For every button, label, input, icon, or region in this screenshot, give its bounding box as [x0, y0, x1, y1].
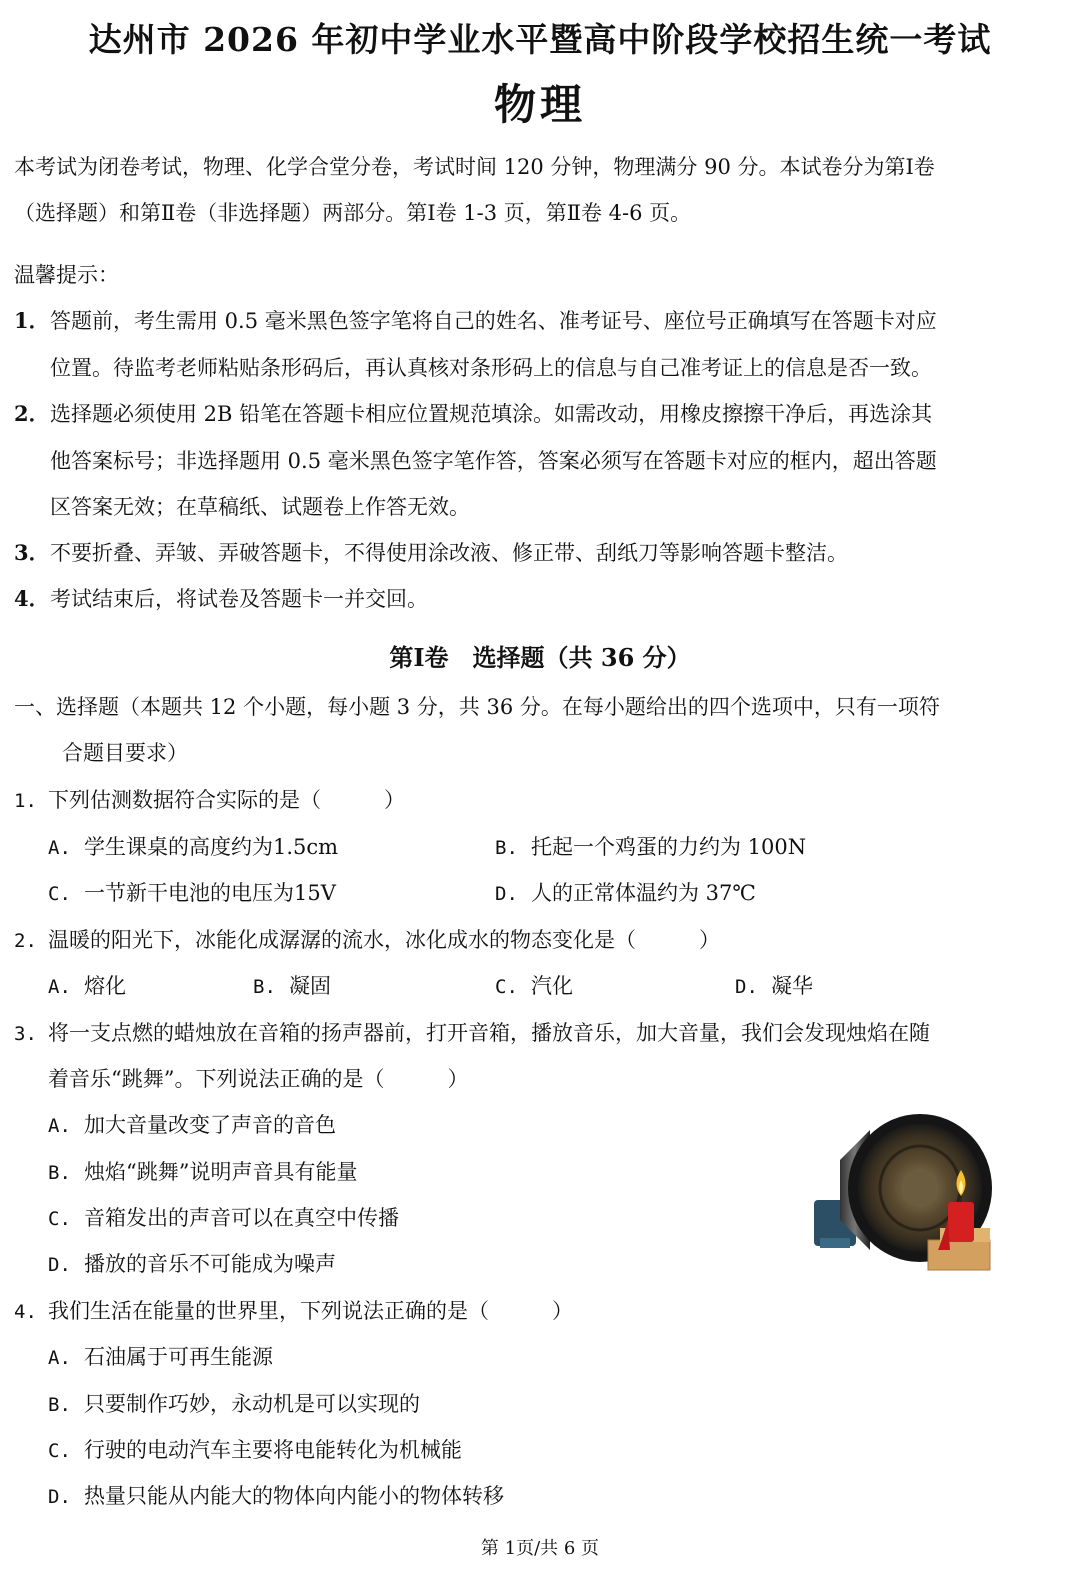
option-text: 汽化: [531, 974, 573, 998]
question-2: [14, 925, 720, 956]
option-a: [48, 832, 338, 863]
option-d: [735, 971, 813, 1002]
option-letter: C.: [48, 1208, 71, 1230]
question-stem-cont: 着音乐“跳舞”。下列说法正确的是（ ）: [48, 1067, 469, 1091]
question-stem: 我们生活在能量的世界里，下列说法正确的是（ ）: [48, 1299, 573, 1323]
subject-title: 物理: [493, 80, 586, 129]
section-instruction: 一、选择题（本题共 12 个小题，每小题 3 分，共 36 分。在每小题给出的四个选项中，只有一项符: [14, 695, 940, 719]
option-letter: A.: [48, 976, 71, 998]
option-letter: A.: [48, 837, 71, 859]
option-b: [48, 1157, 357, 1188]
option-a: [48, 1342, 273, 1373]
speaker-candle-figure: [810, 1100, 1000, 1280]
option-c: [48, 878, 336, 909]
tip-text: 他答案标号；非选择题用 0.5 毫米黑色签字笔作答，答案必须写在答题卡对应的框内，超出答题: [50, 449, 937, 473]
tips-heading: 温馨提示：: [14, 263, 119, 287]
tip-number: 1．: [14, 308, 50, 333]
option-letter: B.: [253, 976, 276, 998]
option-letter: B.: [48, 1394, 71, 1416]
option-letter: C.: [48, 883, 71, 905]
question-3: [14, 1018, 930, 1049]
option-text: 烛焰“跳舞”说明声音具有能量: [84, 1160, 358, 1184]
option-text: 加大音量改变了声音的音色: [84, 1113, 336, 1137]
page-number: 第 1页/共 6 页: [480, 1538, 600, 1559]
option-c: [495, 971, 573, 1002]
option-letter: D.: [495, 883, 518, 905]
question-stem: 下列估测数据符合实际的是（ ）: [48, 788, 405, 812]
option-text: 行驶的电动汽车主要将电能转化为机械能: [84, 1438, 462, 1462]
option-c: [48, 1435, 462, 1466]
option-text: 播放的音乐不可能成为噪声: [84, 1252, 336, 1276]
tip-number: 3．: [14, 540, 50, 565]
option-text: 一节新干电池的电压为15V: [84, 881, 336, 905]
option-letter: C.: [495, 976, 518, 998]
option-text: 人的正常体温约为 37℃: [531, 881, 756, 905]
option-b: [253, 971, 331, 1002]
option-text: 热量只能从内能大的物体向内能小的物体转移: [84, 1484, 504, 1508]
option-text: 学生课桌的高度约为1.5cm: [84, 835, 339, 859]
tip-text: 选择题必须使用 2B 铅笔在答题卡相应位置规范填涂。如需改动，用橡皮擦擦干净后，再选涂其: [50, 402, 933, 426]
intro-line-2: （选择题）和第Ⅱ卷（非选择题）两部分。第Ⅰ卷 1-3 页，第Ⅱ卷 4-6 页。: [14, 201, 692, 225]
option-d: [495, 878, 756, 909]
option-letter: A.: [48, 1347, 71, 1369]
option-d: [48, 1481, 504, 1512]
section-instruction-cont: 合题目要求）: [62, 741, 188, 765]
option-text: 音箱发出的声音可以在真空中传播: [84, 1206, 399, 1230]
option-c: [48, 1203, 399, 1234]
option-letter: B.: [48, 1162, 71, 1184]
option-text: 只要制作巧妙，永动机是可以实现的: [84, 1392, 420, 1416]
tip-item-2: [14, 399, 932, 429]
option-text: 凝华: [771, 974, 813, 998]
question-number: 4.: [14, 1301, 37, 1323]
tip-number: 2．: [14, 401, 50, 426]
option-letter: C.: [48, 1440, 71, 1462]
option-text: 熔化: [84, 974, 126, 998]
tip-item-3: [14, 538, 848, 568]
tip-item-4: [14, 584, 428, 614]
option-letter: B.: [495, 837, 518, 859]
section-title: 第Ⅰ卷 选择题（共 36 分）: [389, 643, 691, 672]
option-text: 凝固: [289, 974, 331, 998]
tip-item-1: [14, 306, 937, 336]
tip-text: 位置。待监考老师粘贴条形码后，再认真核对条形码上的信息与自己准考证上的信息是否一致。: [50, 356, 932, 380]
tip-text: 不要折叠、弄皱、弄破答题卡，不得使用涂改液、修正带、刮纸刀等影响答题卡整洁。: [50, 541, 848, 565]
tip-text: 考试结束后，将试卷及答题卡一并交回。: [50, 587, 428, 611]
option-letter: D.: [48, 1254, 71, 1276]
question-number: 1.: [14, 790, 37, 812]
intro-line-1: 本考试为闭卷考试，物理、化学合堂分卷，考试时间 120 分钟，物理满分 90 分。本试卷分为第Ⅰ卷: [14, 155, 935, 179]
option-letter: D.: [735, 976, 758, 998]
option-letter: A.: [48, 1115, 71, 1137]
question-number: 3.: [14, 1023, 37, 1045]
option-d: [48, 1249, 336, 1280]
option-b: [495, 832, 806, 863]
tip-text: 区答案无效；在草稿纸、试题卷上作答无效。: [50, 495, 470, 519]
tip-text: 答题前，考生需用 0.5 毫米黑色签字笔将自己的姓名、准考证号、座位号正确填写在答题卡对应: [50, 309, 937, 333]
question-stem: 温暖的阳光下，冰能化成潺潺的流水，冰化成水的物态变化是（ ）: [48, 928, 720, 952]
question-1: [14, 785, 405, 816]
option-letter: D.: [48, 1486, 71, 1508]
tip-number: 4．: [14, 586, 50, 611]
option-a: [48, 1110, 336, 1141]
option-b: [48, 1389, 420, 1420]
question-stem: 将一支点燃的蜡烛放在音箱的扬声器前，打开音箱，播放音乐，加大音量，我们会发现烛焰在随: [48, 1021, 930, 1045]
option-a: [48, 971, 126, 1002]
exam-title: 达州市 2026 年初中学业水平暨高中阶段学校招生统一考试: [88, 20, 992, 59]
option-text: 石油属于可再生能源: [84, 1345, 273, 1369]
option-text: 托起一个鸡蛋的力约为 100N: [531, 835, 807, 859]
question-number: 2.: [14, 930, 37, 952]
question-4: [14, 1296, 573, 1327]
